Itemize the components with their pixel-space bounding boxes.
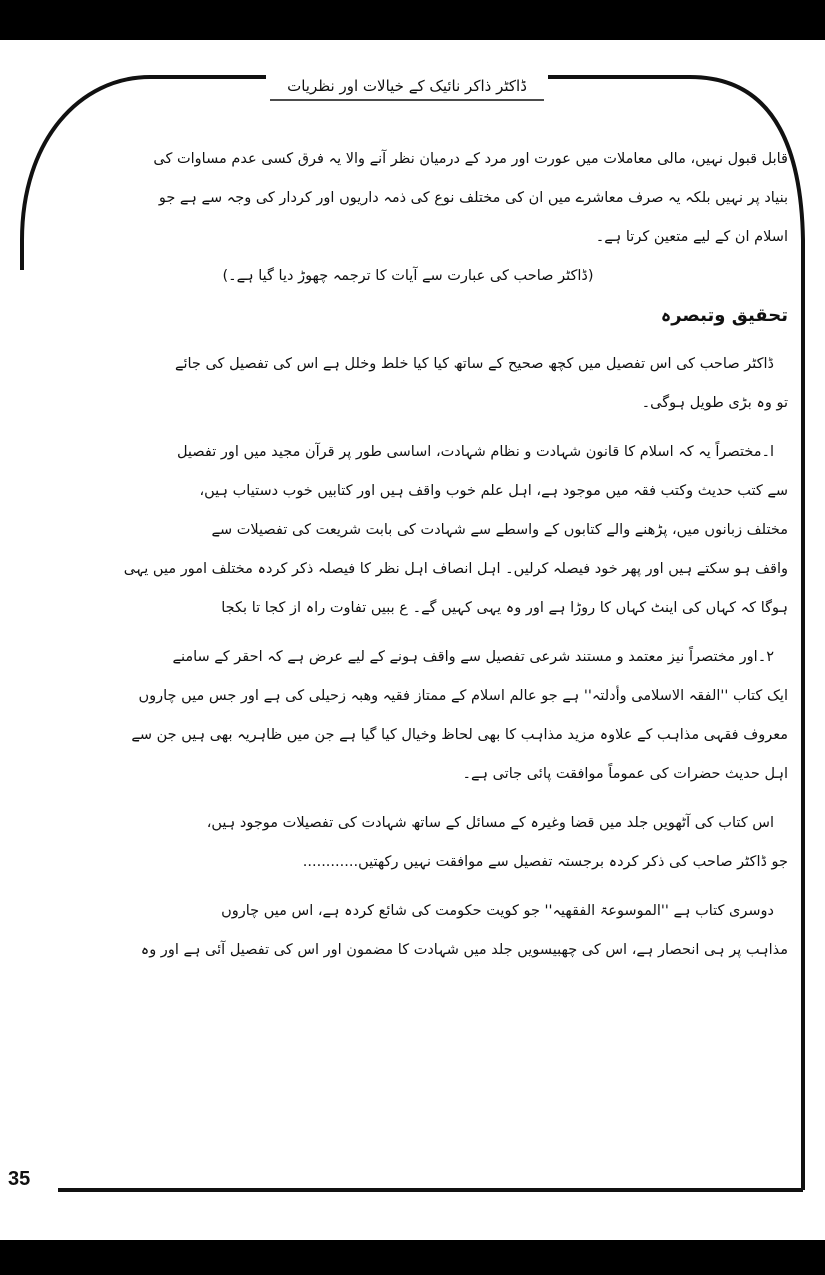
section-heading: تحقیق وتبصرہ [660, 305, 788, 326]
text-line: تو وہ بڑی طویل ہوگی۔ [641, 395, 788, 411]
page-body [28, 140, 788, 1200]
text-line: دوسری کتاب ہے ''الموسوعۃ الفقھیہ'' جو کویت حکومت کی شائع کردہ ہے، اس میں چاروں [221, 903, 774, 919]
text-line: ا۔مختصراً یہ کہ اسلام کا قانون شہادت و نظام شہادت، اساسی طور پر قرآن مجید میں اور تفصیل [176, 444, 774, 460]
text-line: اسلام ان کے لیے متعین کرتا ہے۔ [595, 229, 788, 245]
text-line: مذاہب پر ہی انحصار ہے، اس کی چھبیسویں جلد میں شہادت کا مضمون اور اس کی تفصیل آئی ہے اور وہ [140, 942, 788, 958]
paragraph [28, 433, 788, 628]
text-line: واقف ہو سکتے ہیں اور پھر خود فیصلہ کرلیں۔ اہل انصاف اہل نظر کا فیصلہ ذکر کردہ مختلف امور میں یہی [123, 561, 788, 577]
translation-note: (ڈاکٹر صاحب کی عبارت سے آیات کا ترجمہ چھوڑ دیا گیا ہے۔) [222, 268, 594, 284]
paragraph [28, 140, 788, 257]
text-line: بنیاد پر نہیں بلکہ یہ صرف معاشرے میں ان کی مختلف نوع کی ذمہ داریوں اور کردار کی وجہ سے ہے جو [158, 190, 788, 206]
paragraph [28, 892, 788, 970]
text-line: اہل حدیث حضرات کی عموماً موافقت پائی جاتی ہے۔ [462, 766, 788, 782]
text-line: سے کتب حدیث وکتب فقہ میں موجود ہے، اہل علم خوب واقف ہیں اور کتابیں خوب دستیاب ہیں، [199, 483, 788, 499]
text-line: اس کتاب کی آٹھویں جلد میں قضا وغیرہ کے مسائل کے ساتھ شہادت کی تفصیلات موجود ہیں، [206, 815, 774, 831]
text-line: جو ڈاکٹر صاحب کی ذکر کردہ برجستہ تفصیل سے موافقت نہیں رکھتیں............ [302, 854, 788, 870]
paragraph [28, 804, 788, 882]
paragraph [28, 638, 788, 794]
text-line: ۲۔اور مختصراً نیز معتمد و مستند شرعی تفصیل سے واقف ہونے کے لیے عرض ہے کہ احقر کے سامنے [172, 649, 774, 665]
text-line: قابل قبول نہیں، مالی معاملات میں عورت اور مرد کے درمیان نظر آنے والا یہ فرق کسی عدم مساوات کی [153, 151, 788, 167]
text-line: مختلف زبانوں میں، پڑھنے والے کتابوں کے واسطے سے شہادت کی بابت شریعت کی تفصیلات سے [211, 522, 788, 538]
text-line: معروف فقہی مذاہب کے علاوہ مزید مذاہب کا بھی لحاظ وخیال کیا گیا ہے جن میں ظاہریہ بھی ہیں جن سے [131, 727, 788, 743]
running-header: ڈاکٹر ذاکر نائیک کے خیالات اور نظریات [287, 77, 527, 95]
paragraph [28, 345, 788, 423]
book-page [0, 40, 825, 1240]
text-line: ڈاکٹر صاحب کی اس تفصیل میں کچھ صحیح کے ساتھ کیا کیا خلط وخلل ہے اس کی تفصیل کی جائے [174, 356, 774, 372]
text-line: ہوگا کہ کہاں کی اینٹ کہاں کا روڑا ہے اور وہ یہی کہیں گے۔ ع ببیں تفاوت راہ از کجا تا بکجا [221, 600, 788, 616]
text-line: ایک کتاب ''الفقہ الاسلامی وأدلتہ'' ہے جو عالم اسلام کے ممتاز فقیہ وھبہ زحیلی کی ہے اور جس میں چاروں [138, 688, 788, 704]
page-number: 35 [8, 1168, 31, 1190]
